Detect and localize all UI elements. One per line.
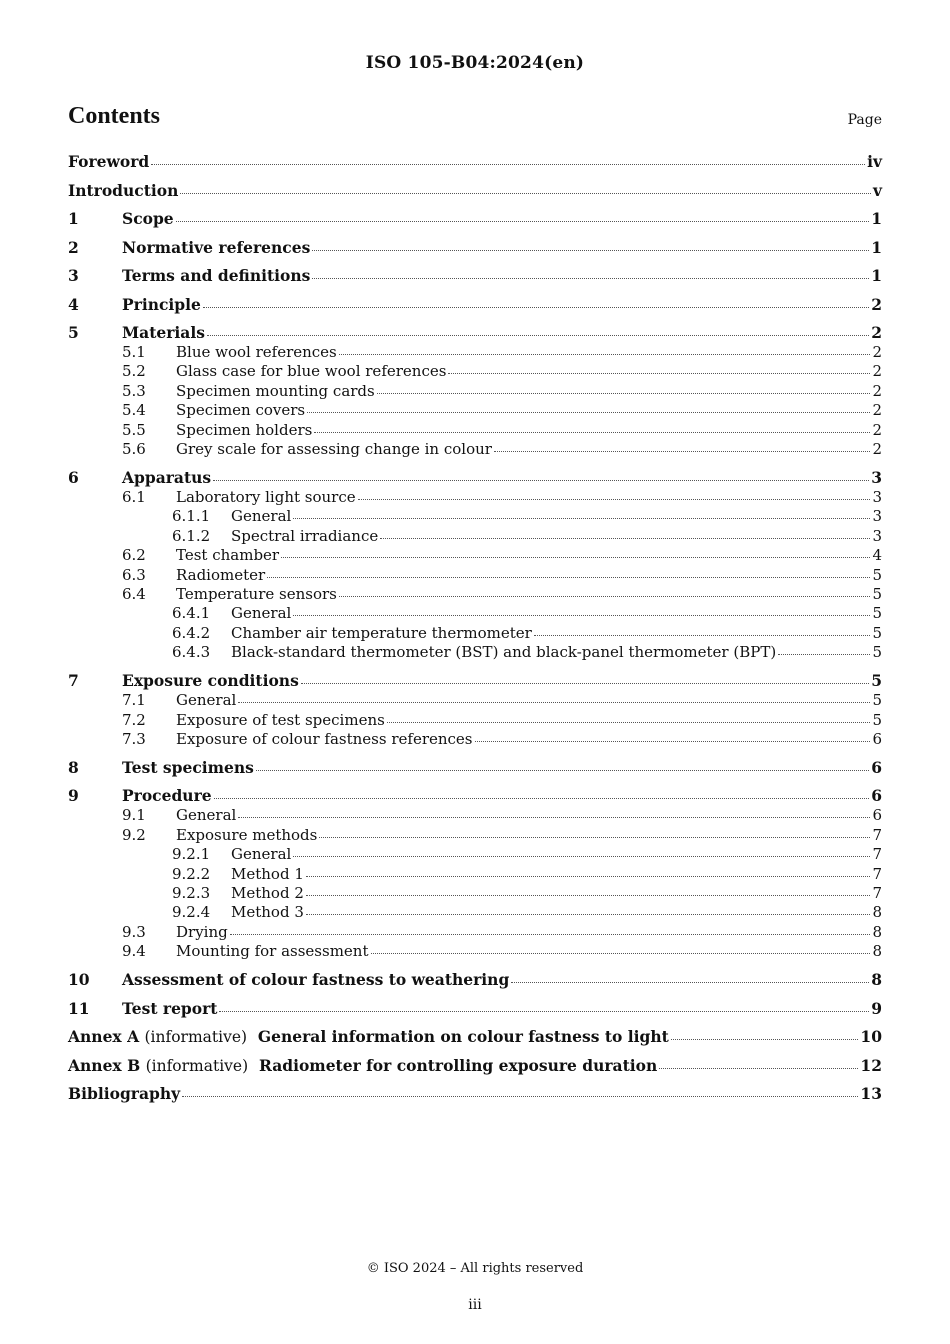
toc-entry-number: 6.4 <box>122 584 146 603</box>
toc-entry-title: Introduction <box>68 180 179 200</box>
dot-leader <box>671 1039 859 1040</box>
dot-leader <box>203 307 869 308</box>
toc-entry-page: 5 <box>872 691 882 710</box>
toc-entry[interactable] <box>68 546 882 565</box>
toc-entry-page: 5 <box>872 710 882 729</box>
toc-entry-number: 7 <box>68 671 79 691</box>
toc-entry-title: Method 2 <box>231 883 304 902</box>
toc-entry-page: 7 <box>872 864 882 883</box>
toc-entry-title: Black-standard thermometer (BST) and black-panel thermometer (BPT) <box>231 643 777 662</box>
toc-entry-page: 2 <box>872 401 882 420</box>
toc-entry[interactable] <box>68 209 882 229</box>
dot-leader <box>314 432 870 433</box>
toc-entry-page: iv <box>867 152 882 171</box>
toc-entry-title: Foreword <box>68 152 150 171</box>
dot-leader <box>371 953 871 954</box>
annex-label: Annex A <box>68 1027 140 1047</box>
toc-entry-title: General <box>231 604 292 623</box>
dot-leader <box>358 499 871 500</box>
toc-entry-title: Chamber air temperature thermometer <box>231 623 532 642</box>
dot-leader <box>281 557 870 558</box>
toc-entry-title: Glass case for blue wool references <box>176 362 447 381</box>
toc-entry-page: 3 <box>872 487 882 506</box>
toc-entry-title: Specimen holders <box>176 420 313 439</box>
dot-leader <box>306 876 871 877</box>
toc-entry[interactable] <box>68 1027 882 1047</box>
toc-entry[interactable] <box>68 238 882 258</box>
toc-entry-number: 8 <box>68 757 79 777</box>
toc-entry-number: 7.1 <box>122 691 146 710</box>
toc-entry-page: 3 <box>871 467 882 487</box>
annex-label: Annex B <box>68 1055 141 1075</box>
toc-entry-title: Principle <box>122 294 201 314</box>
toc-entry-number: 9 <box>68 786 79 806</box>
toc-entry-page: 5 <box>872 623 882 642</box>
dot-leader <box>339 596 871 597</box>
toc-entry[interactable] <box>68 440 882 459</box>
table-of-contents <box>68 152 882 1104</box>
dot-leader <box>238 702 870 703</box>
toc-entry-title: Scope <box>122 209 174 228</box>
toc-entry-page: 6 <box>871 757 882 777</box>
toc-entry-page: 8 <box>872 942 882 961</box>
toc-entry[interactable] <box>68 507 882 526</box>
toc-entry-number: 3 <box>68 266 79 285</box>
dot-leader <box>380 538 870 539</box>
toc-entry[interactable] <box>68 152 882 172</box>
toc-entry-title: Blue wool references <box>176 343 337 361</box>
toc-entry-page: 5 <box>872 643 882 662</box>
toc-entry-title: Grey scale for assessing change in colour <box>176 440 492 459</box>
toc-entry-number: 6 <box>68 467 79 487</box>
page-number: iii <box>468 1297 482 1313</box>
toc-entry[interactable] <box>68 295 882 315</box>
toc-entry[interactable] <box>68 585 882 604</box>
toc-entry-page: 7 <box>872 825 882 844</box>
toc-entry-number: 9.3 <box>122 922 146 941</box>
contents-heading-row <box>68 100 882 132</box>
toc-entry[interactable] <box>68 942 882 961</box>
dot-leader <box>534 635 871 636</box>
toc-entry-number: 6.1.2 <box>172 526 211 545</box>
toc-entry-page: 12 <box>860 1055 882 1075</box>
toc-entry-page: 3 <box>872 507 882 526</box>
dot-leader <box>207 335 869 336</box>
toc-entry-title: Exposure of test specimens <box>176 710 385 729</box>
toc-entry[interactable] <box>68 421 882 440</box>
dot-leader <box>312 250 869 251</box>
toc-entry-number: 5.4 <box>122 401 146 420</box>
dot-leader <box>301 683 869 684</box>
toc-entry-number: 2 <box>68 237 79 257</box>
page-column-label: Page <box>847 112 882 128</box>
toc-entry[interactable] <box>68 845 882 864</box>
toc-entry-title: Apparatus <box>122 467 212 487</box>
toc-entry[interactable] <box>68 1056 882 1076</box>
toc-entry-title: Drying <box>176 922 228 941</box>
toc-entry-page: 3 <box>872 526 882 545</box>
toc-entry-title: Test chamber <box>176 546 280 565</box>
toc-entry-number: 10 <box>68 970 90 990</box>
toc-entry-page: 2 <box>872 420 882 439</box>
dot-leader <box>151 164 865 165</box>
toc-entry[interactable] <box>68 923 882 942</box>
toc-entry[interactable] <box>68 903 882 922</box>
toc-entry[interactable] <box>68 758 882 778</box>
toc-entry-page: 1 <box>871 209 882 228</box>
toc-entry[interactable] <box>68 999 882 1019</box>
toc-entry-number: 6.1.1 <box>172 507 211 526</box>
toc-entry-number: 6.3 <box>122 565 146 584</box>
toc-entry-number: 5 <box>68 323 79 342</box>
toc-entry-number: 5.1 <box>122 343 146 361</box>
toc-entry-page: 2 <box>872 381 882 400</box>
toc-entry-title: General <box>176 806 237 825</box>
toc-entry-page: 8 <box>872 922 882 941</box>
contents-title: Contents <box>68 103 161 129</box>
annex-note: (informative) <box>144 1028 248 1047</box>
dot-leader <box>213 480 869 481</box>
toc-entry-title: General <box>231 845 292 864</box>
dot-leader <box>494 451 871 452</box>
dot-leader <box>307 412 870 413</box>
toc-entry-title: Temperature sensors <box>176 584 337 603</box>
dot-leader <box>319 837 870 838</box>
toc-entry-page: 5 <box>871 671 882 691</box>
toc-entry-number: 5.3 <box>122 381 146 400</box>
toc-entry-title: General <box>176 691 237 710</box>
toc-entry[interactable] <box>68 970 882 990</box>
toc-entry-number: 5.2 <box>122 362 146 381</box>
dot-leader <box>511 982 869 983</box>
toc-entry-title: Test report <box>122 998 218 1018</box>
toc-entry[interactable] <box>68 181 882 201</box>
toc-entry[interactable] <box>68 382 882 401</box>
toc-entry-number: 9.1 <box>122 806 146 825</box>
toc-entry-number: 6.1 <box>122 487 146 506</box>
toc-entry-page: 7 <box>872 845 882 864</box>
toc-entry-page: 2 <box>872 343 882 361</box>
toc-entry-title: Normative references <box>122 237 311 257</box>
toc-entry-title: Mounting for assessment <box>176 942 369 961</box>
toc-entry-page: 2 <box>872 362 882 381</box>
toc-entry[interactable] <box>68 323 882 343</box>
toc-entry[interactable] <box>68 643 882 662</box>
dot-leader <box>176 221 870 222</box>
toc-entry[interactable] <box>68 826 882 845</box>
dot-leader <box>267 577 870 578</box>
dot-leader <box>180 193 871 194</box>
toc-entry-number: 9.2.4 <box>172 903 211 922</box>
toc-entry-title: Exposure of colour fastness references <box>176 729 473 748</box>
toc-entry-page: 13 <box>860 1084 882 1104</box>
toc-entry-page: 6 <box>871 786 882 806</box>
toc-entry-number: 9.4 <box>122 942 146 961</box>
toc-entry-title: Method 1 <box>231 864 304 883</box>
dot-leader <box>230 934 871 935</box>
annex-note: (informative) <box>145 1056 249 1075</box>
toc-entry-page: 2 <box>872 440 882 459</box>
toc-entry[interactable] <box>68 671 882 691</box>
toc-entry-page: 10 <box>860 1027 882 1047</box>
toc-entry-title: Bibliography <box>68 1084 181 1104</box>
toc-entry-number: 7.3 <box>122 729 146 748</box>
dot-leader <box>219 1011 869 1012</box>
toc-entry-title: Exposure methods <box>176 825 318 844</box>
toc-entry-page: 1 <box>871 237 882 257</box>
dot-leader <box>293 518 870 519</box>
toc-entry-number: 9.2.3 <box>172 883 211 902</box>
toc-entry-number: 11 <box>68 998 90 1018</box>
toc-entry-number: 6.4.1 <box>172 604 211 623</box>
toc-entry-number: 6.4.2 <box>172 623 211 642</box>
toc-entry-title: Specimen mounting cards <box>176 381 375 400</box>
toc-entry-page: 8 <box>872 903 882 922</box>
toc-entry-title: Method 3 <box>231 903 304 922</box>
toc-entry-page: 5 <box>872 584 882 603</box>
toc-entry[interactable] <box>68 691 882 710</box>
document-id-header: ISO 105-B04:2024(en) <box>365 53 585 73</box>
dot-leader <box>293 856 870 857</box>
toc-entry[interactable] <box>68 343 882 362</box>
toc-entry[interactable] <box>68 527 882 546</box>
toc-entry[interactable] <box>68 865 882 884</box>
toc-entry-number: 6.2 <box>122 546 146 565</box>
toc-entry-number: 1 <box>68 209 79 228</box>
toc-entry-title: General information on colour fastness to light <box>257 1027 669 1047</box>
toc-entry-page: 7 <box>872 883 882 902</box>
toc-entry-number: 4 <box>68 294 79 314</box>
toc-entry[interactable] <box>68 401 882 420</box>
toc-entry-number: 9.2.1 <box>172 845 211 864</box>
toc-entry-title: Radiometer for controlling exposure duration <box>258 1055 658 1075</box>
toc-entry-number: 9.2 <box>122 825 146 844</box>
toc-entry-page: 9 <box>871 998 882 1018</box>
toc-entry[interactable] <box>68 566 882 585</box>
copyright-notice: © ISO 2024 – All rights reserved <box>366 1261 584 1276</box>
dot-leader <box>306 914 871 915</box>
dot-leader <box>475 741 871 742</box>
toc-entry-page: 2 <box>871 323 882 342</box>
toc-entry-title: Terms and definitions <box>122 266 311 285</box>
toc-entry[interactable] <box>68 711 882 730</box>
toc-entry-title: Exposure conditions <box>122 671 299 691</box>
toc-entry-title: Procedure <box>122 786 212 806</box>
toc-entry[interactable] <box>68 884 882 903</box>
toc-entry-page: 1 <box>871 266 882 285</box>
toc-entry[interactable] <box>68 604 882 623</box>
toc-entry-number: 6.4.3 <box>172 643 211 662</box>
toc-entry-page: 8 <box>871 970 882 990</box>
toc-entry-page: 5 <box>872 565 882 584</box>
toc-entry-number: 9.2.2 <box>172 864 211 883</box>
dot-leader <box>214 798 870 799</box>
dot-leader <box>387 722 871 723</box>
toc-entry-number: 5.6 <box>122 440 146 459</box>
toc-entry[interactable] <box>68 806 882 825</box>
toc-entry[interactable] <box>68 1084 882 1104</box>
dot-leader <box>293 615 870 616</box>
toc-entry[interactable] <box>68 488 882 507</box>
toc-entry-title: Specimen covers <box>176 401 306 420</box>
dot-leader <box>339 354 871 355</box>
dot-leader <box>312 278 869 279</box>
dot-leader <box>778 654 870 655</box>
toc-entry-page: 4 <box>872 546 882 565</box>
toc-entry[interactable] <box>68 266 882 286</box>
toc-entry-title: Assessment of colour fastness to weathering <box>122 970 510 990</box>
toc-entry-number: 5.5 <box>122 420 146 439</box>
toc-entry-title: General <box>231 507 292 526</box>
toc-entry-page: 6 <box>872 729 882 748</box>
toc-entry-page: 2 <box>871 294 882 314</box>
toc-entry[interactable] <box>68 786 882 806</box>
dot-leader <box>306 895 871 896</box>
toc-entry[interactable] <box>68 730 882 749</box>
toc-entry-title: Spectral irradiance <box>231 526 379 545</box>
toc-entry[interactable] <box>68 624 882 643</box>
dot-leader <box>448 373 870 374</box>
dot-leader <box>377 393 871 394</box>
toc-entry[interactable] <box>68 468 882 488</box>
toc-entry-number: 7.2 <box>122 710 146 729</box>
toc-entry-title: Test specimens <box>122 757 254 777</box>
dot-leader <box>182 1096 858 1097</box>
toc-entry-page: 5 <box>872 604 882 623</box>
toc-entry-title: Radiometer <box>176 565 266 584</box>
toc-entry-page: v <box>872 180 882 200</box>
toc-entry[interactable] <box>68 362 882 381</box>
toc-entry-title: Materials <box>122 323 205 342</box>
toc-entry-page: 6 <box>872 806 882 825</box>
dot-leader <box>238 817 870 818</box>
dot-leader <box>256 770 869 771</box>
toc-entry-title: Laboratory light source <box>176 487 356 506</box>
dot-leader <box>659 1068 858 1069</box>
